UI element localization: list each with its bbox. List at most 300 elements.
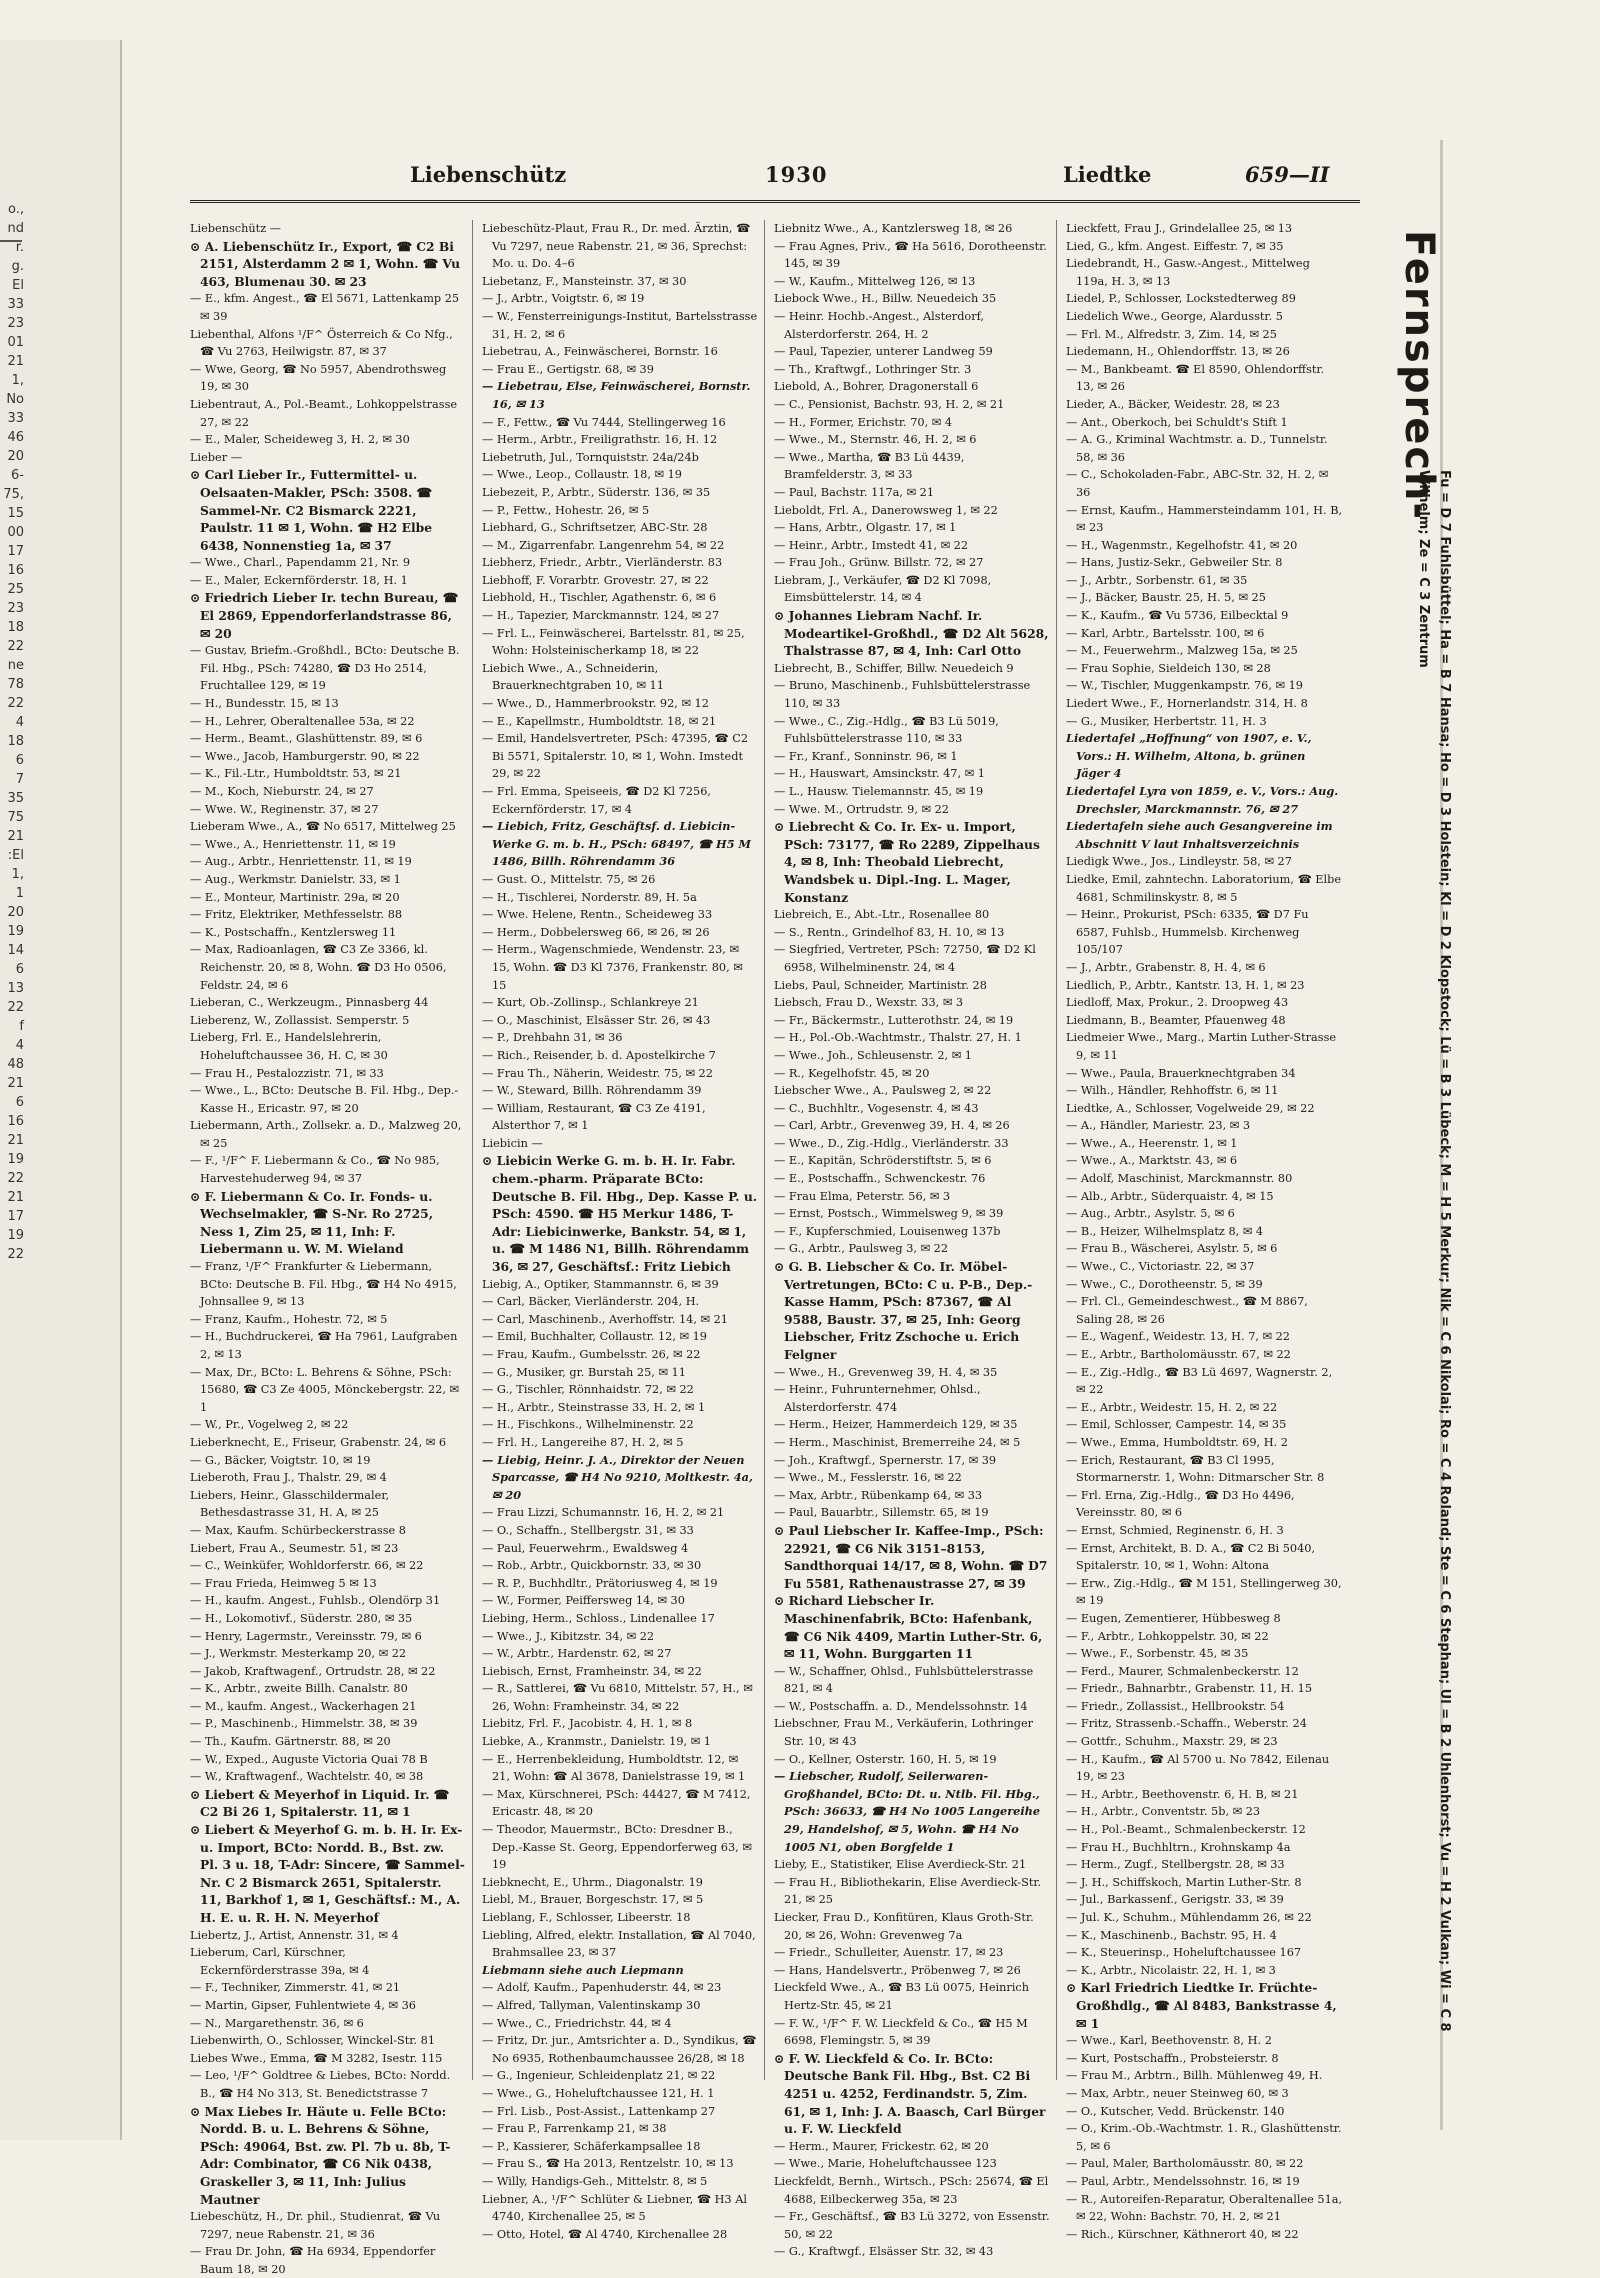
directory-entry: — K., Postschaffn., Kentzlersweg 11: [190, 925, 397, 939]
directory-entry: — Th., Kraftwgf., Lothringer Str. 3: [774, 362, 972, 376]
directory-entry: — Gust. O., Mittelstr. 75, ✉ 26: [482, 872, 656, 886]
facing-page-number: 6: [15, 753, 24, 768]
directory-entry: — F., Techniker, Zimmerstr. 41, ✉ 21: [190, 1981, 401, 1995]
directory-entry: — Wwe., Martha, ☎ B3 Lü 4439, Bramfelderstr. 3, ✉ 33: [774, 450, 965, 482]
directory-entry: — P., Fettw., Hohestr. 26, ✉ 5: [482, 503, 650, 517]
directory-entry: — W., Postschaffn. a. D., Mendelssohnstr. 14: [774, 1699, 1028, 1713]
directory-entry: — Wwe., F., Sorbenstr. 45, ✉ 35: [1066, 1647, 1249, 1661]
directory-entry: — R., Autoreifen-Reparatur, Oberaltenallee 51a, ✉ 22, Wohn: Bachstr. 70, H. 2, ✉ 21: [1066, 2192, 1343, 2224]
directory-entry: — H., Arbtr., Conventstr. 5b, ✉ 23: [1066, 1805, 1261, 1819]
directory-entry: — H., Pol.-Beamt., Schmalenbeckerstr. 12: [1066, 1823, 1306, 1837]
directory-entry: — J., Arbtr., Sorbenstr. 61, ✉ 35: [1066, 573, 1248, 587]
directory-entry: Liebenthal, Alfons ¹/F^ Österreich & Co Nfg., ☎ Vu 2763, Heilwigstr. 87, ✉ 37: [190, 327, 453, 359]
directory-entry: — Wwe., A., Henriettenstr. 11, ✉ 19: [190, 837, 396, 851]
facing-page-number: 7: [15, 772, 24, 787]
directory-entry: — Carl, Bäcker, Vierländerstr. 204, H.: [482, 1295, 700, 1309]
directory-entry: Liebitz, Frl. F., Jacobistr. 4, H. 1, ✉ 8: [482, 1717, 693, 1731]
directory-entry: — Wwe., Paula, Brauerknechtgraben 34: [1066, 1066, 1296, 1080]
directory-entry: — E., Zig.-Hdlg., ☎ B3 Lü 4697, Wagnerstr. 2, ✉ 22: [1066, 1365, 1333, 1397]
directory-entry: — K., Steuerinsp., Hoheluftchaussee 167: [1066, 1946, 1302, 1960]
directory-entry: — Frl. L., Feinwäscherei, Bartelsstr. 81, ✉ 25, Wohn: Holsteinischerkamp 18, ✉ 22: [482, 626, 745, 658]
firm-entry: ⊙ Liebrecht & Co. Ir. Ex- u. Import, PSch: 73177, ☎ Ro 2289, Zippelhaus 4, ✉ 8, Inh: Theobald Liebrecht, Wandsbek u. Dipl.-Ing. L. Mager, Konstanz: [774, 819, 1040, 905]
directory-entry: — Franz, ¹/F^ Frankfurter & Liebermann, BCto: Deutsche B. Fil. Hbg., ☎ H4 No 4915, Johnsallee 9, ✉ 13: [190, 1260, 457, 1309]
directory-entry: — Wwe., M., Fesslerstr. 16, ✉ 22: [774, 1471, 962, 1485]
directory-entry: — Jakob, Kraftwagenf., Ortrudstr. 28, ✉ 22: [190, 1664, 436, 1678]
directory-entry: — M., Koch, Nieburstr. 24, ✉ 27: [190, 785, 374, 798]
directory-entry: — H., Fischkons., Wilhelminenstr. 22: [482, 1418, 694, 1432]
directory-entry: — Gustav, Briefm.-Großhdl., BCto: Deutsche B. Fil. Hbg., PSch: 74280, ☎ D3 Ho 2514, Fruchtallee 129, ✉ 19: [190, 644, 460, 693]
firm-entry: ⊙ Paul Liebscher Ir. Kaffee-Imp., PSch: 22921, ☎ C6 Nik 3151–8153, Sandthorquai 14/17, ✉ 8, Wohn. ☎ D7 Fu 5581, Rathenaustrasse 27, ✉ 39: [774, 1522, 1048, 1591]
directory-entry: — O., Kutscher, Vedd. Brückenstr. 140: [1066, 2104, 1285, 2118]
directory-entry: Liebing, Herm., Schloss., Lindenallee 17: [482, 1611, 715, 1625]
directory-entry: — W., Schaffner, Ohlsd., Fuhlsbüttelerstrasse 821, ✉ 4: [774, 1664, 1034, 1696]
directory-entry: — Hans, Handelsvertr., Pröbenweg 7, ✉ 26: [774, 1963, 1021, 1977]
directory-entry: — Wwe., Jacob, Hamburgerstr. 90, ✉ 22: [190, 749, 420, 763]
directory-entry: — Ferd., Maurer, Schmalenbeckerstr. 12: [1066, 1664, 1299, 1678]
directory-entry: — G., Bäcker, Voigtstr. 10, ✉ 19: [190, 1453, 371, 1467]
firm-entry: ⊙ F. W. Lieckfeld & Co. Ir. BCto: Deutsche Bank Fil. Hbg., Bst. C2 Bi 4251 u. 4252, Ferdinandstr. 5, Zim. 61, ✉ 1, Inh: J. A. Baasch, Carl Bürger u. F. W. Lieckfeld: [774, 2050, 1046, 2137]
directory-entry: — Joh., Kraftwgf., Spernerstr. 17, ✉ 39: [774, 1453, 997, 1467]
directory-entry: — A. G., Kriminal Wachtmstr. a. D., Tunnelstr. 58, ✉ 36: [1066, 433, 1328, 464]
directory-entry: — Paul, Arbtr., Mendelssohnstr. 16, ✉ 19: [1066, 2174, 1300, 2188]
directory-entry: — Frau M., Arbtrn., Billh. Mühlenweg 49, H.: [1066, 2069, 1323, 2083]
facing-page-number: 35: [7, 791, 24, 806]
directory-entry: — Friedr., Schulleiter, Auenstr. 17, ✉ 23: [774, 1946, 1004, 1960]
directory-entry: — E., Herrenbekleidung, Humboldtstr. 12, ✉ 21, Wohn: ☎ Al 3678, Danielstrasse 19, ✉ 1: [482, 1752, 746, 1784]
directory-entry: — F., Arbtr., Lohkoppelstr. 30, ✉ 22: [1066, 1629, 1269, 1643]
firm-entry: ⊙ Richard Liebscher Ir. Maschinenfabrik, BCto: Hafenbank, ☎ C6 Nik 4409, Martin Luther-Str. 6, ✉ 11, Wohn. Burggarten 11: [774, 1593, 1043, 1662]
facing-page-numbers: [0, 200, 24, 1264]
facing-page-number: 25: [7, 582, 24, 597]
directory-entry: — Jul. K., Schuhm., Mühlendamm 26, ✉ 22: [1066, 1911, 1312, 1924]
facing-page-number: 15: [7, 506, 24, 521]
facing-page-number: 33: [7, 297, 24, 312]
directory-entry: — Paul, Maler, Bartholomäusstr. 80, ✉ 22: [1066, 2157, 1304, 2171]
facing-page-number: 20: [7, 449, 24, 464]
telephone-exchange-legend: [1380, 230, 1460, 2130]
facing-page-number: 22: [7, 1000, 24, 1015]
directory-entry: Liebhard, G., Schriftsetzer, ABC-Str. 28: [482, 521, 708, 535]
directory-entry: — G., Musiker, gr. Burstah 25, ✉ 11: [482, 1365, 686, 1379]
directory-entry: — G., Arbtr., Paulsweg 3, ✉ 22: [774, 1242, 949, 1256]
directory-entry: — K., Arbtr., Nicolaistr. 22, H. 1, ✉ 3: [1066, 1963, 1276, 1977]
directory-entry: — E., Monteur, Martinistr. 29a, ✉ 20: [190, 890, 400, 904]
directory-entry: — Max, Radioanlagen, ☎ C3 Ze 3366, kl. Reichenstr. 20, ✉ 8, Wohn. ☎ D3 Ho 0506, Feldstr. 24, ✉ 6: [190, 943, 447, 992]
directory-entry: — Frau H., Pestalozzistr. 71, ✉ 33: [190, 1066, 384, 1080]
directory-entry: — J., Bäcker, Baustr. 25, H. 5, ✉ 25: [1066, 591, 1266, 605]
directory-entry: — H., Tischlerei, Norderstr. 89, H. 5a: [482, 890, 697, 904]
directory-entry: — Wwe., C., Friedrichstr. 44, ✉ 4: [482, 2016, 672, 2030]
directory-column-2: [482, 220, 765, 2241]
directory-entry: — Emil, Schlosser, Campestr. 14, ✉ 35: [1066, 1418, 1287, 1432]
facing-page-number: 4: [15, 715, 24, 730]
facing-page-number: 21: [7, 1133, 24, 1148]
directory-entry: — Aug., Arbtr., Asylstr. 5, ✉ 6: [1066, 1207, 1235, 1221]
header-last-entry: Liedtke: [1063, 162, 1152, 187]
facing-page-number: 16: [7, 563, 24, 578]
directory-entry: — Jul., Barkassenf., Gerigstr. 33, ✉ 39: [1066, 1893, 1284, 1907]
directory-entry: — W., Exped., Auguste Victoria Quai 78 B: [190, 1752, 428, 1766]
directory-entry: — W., Fensterreinigungs-Institut, Bartelsstrasse 31, H. 2, ✉ 6: [482, 309, 758, 341]
facing-page-edge: [0, 40, 122, 2140]
facing-page-number: 1,: [11, 373, 24, 388]
directory-entry: — E., Maler, Scheideweg 3, H. 2, ✉ 30: [190, 433, 410, 447]
directory-entry: — A., Händler, Mariestr. 23, ✉ 3: [1066, 1119, 1251, 1133]
directory-entry: — F., ¹/F^ F. Liebermann & Co., ☎ No 985, Harvestehuderweg 94, ✉ 37: [190, 1154, 440, 1186]
directory-entry: — G., Ingenieur, Schleidenplatz 21, ✉ 22: [482, 2069, 716, 2083]
facing-page-number: 6-: [11, 468, 24, 483]
directory-entry: — Wwe., L., BCto: Deutsche B. Fil. Hbg., Dep.-Kasse H., Ericastr. 97, ✉ 20: [190, 1084, 459, 1115]
directory-entry: Liebeschütz-Plaut, Frau R., Dr. med. Ärztin, ☎ Vu 7297, neue Rabenstr. 21, ✉ 36, Sprechst: Mo. u. Do. 4–6: [482, 222, 751, 271]
directory-entry: Liebetruth, Jul., Tornquiststr. 24a/24b: [482, 450, 699, 464]
facing-page-number: 21: [7, 354, 24, 369]
directory-column-1: [190, 220, 473, 2276]
directory-entry: Lieberoth, Frau J., Thalstr. 29, ✉ 4: [190, 1471, 387, 1485]
directory-entry: — P., Drehbahn 31, ✉ 36: [482, 1031, 623, 1045]
directory-entry: Liebnitz Wwe., A., Kantzlersweg 18, ✉ 26: [774, 222, 1013, 235]
directory-entry: — Ernst, Postsch., Wimmelsweg 9, ✉ 39: [774, 1207, 1004, 1221]
legend-text: Fu = D 7 Fuhlsbüttel; Ha = B 7 Hansa; Ho = D 3 Holstein; Kl = D 2 Klopstock; Lü = B 3 Lübeck; M = H 5 Merkur; Nik = C 6 Nikolai; Ro = C 4 Roland; Ste = C 6 Stephan; Ul = B 2 Uhlenhorst; Vu = H 2 Vulkan; Wi = C 8 Wilhelm; Ze = C 3 Zentrum: [1416, 470, 1452, 2032]
directory-entry: — Erich, Restaurant, ☎ B3 Cl 1995, Stormarnerstr. 1, Wohn: Ditmarscher Str. 8: [1066, 1453, 1325, 1485]
directory-entry: — Fr., Kranf., Sonninstr. 96, ✉ 1: [774, 749, 958, 763]
directory-entry: — William, Restaurant, ☎ C3 Ze 4191, Alsterthor 7, ✉ 1: [482, 1101, 706, 1133]
facing-page-number: 21: [7, 829, 24, 844]
directory-entry: Liebenwirth, O., Schlosser, Winckel-Str. 81: [190, 2034, 436, 2048]
directory-entry: — Wilh., Händler, Rehhoffstr. 6, ✉ 11: [1066, 1084, 1279, 1098]
directory-entry: — C., Pensionist, Bachstr. 93, H. 2, ✉ 21: [774, 397, 1005, 411]
directory-entry: — W., Tischler, Muggenkampstr. 76, ✉ 19: [1066, 679, 1303, 693]
directory-entry: — Th., Kaufm. Gärtnerstr. 88, ✉ 20: [190, 1735, 391, 1749]
directory-entry: — Adolf, Maschinist, Marckmannstr. 80: [1066, 1172, 1293, 1186]
directory-entry: — J., Werkmstr. Mesterkamp 20, ✉ 22: [190, 1647, 407, 1661]
directory-entry: — Henry, Lagermstr., Vereinsstr. 79, ✉ 6: [190, 1629, 422, 1643]
directory-entry: — Bruno, Maschinenb., Fuhlsbüttelerstrasse 110, ✉ 33: [774, 679, 1031, 711]
directory-entry: — Wwe., A., Heerenstr. 1, ✉ 1: [1066, 1136, 1238, 1150]
directory-entry: Liedelich Wwe., George, Alardusstr. 5: [1066, 309, 1283, 323]
firm-entry: ⊙ Karl Friedrich Liedtke Ir. Früchte-Großhdlg., ☎ Al 8483, Bankstrasse 4, ✉ 1: [1066, 1980, 1337, 2031]
facing-page-number: 00: [7, 525, 24, 540]
facing-page-number: No: [6, 392, 24, 407]
directory-entry: — Frl. Lisb., Post-Assist., Lattenkamp 27: [482, 2104, 716, 2118]
directory-entry: — Frl. Cl., Gemeindeschwest., ☎ M 8867, Saling 28, ✉ 26: [1066, 1295, 1308, 1326]
directory-entry: Liebherz, Friedr., Arbtr., Vierländerstr. 83: [482, 556, 723, 570]
facing-page-number: 17: [7, 544, 24, 559]
directory-entry: — C., Schokoladen-Fabr., ABC-Str. 32, H. 2, ✉ 36: [1066, 468, 1329, 499]
directory-entry: Liedebrandt, H., Gasw.-Angest., Mittelweg 119a, H. 3, ✉ 13: [1066, 257, 1310, 288]
directory-entry: — Heinr., Arbtr., Imstedt 41, ✉ 22: [774, 538, 969, 552]
header-year: 1930: [765, 162, 828, 187]
directory-entry: — Adolf, Kaufm., Papenhuderstr. 44, ✉ 23: [482, 1981, 722, 1995]
facing-page-number: 33: [7, 411, 24, 426]
directory-entry: — E., Kapitän, Schröderstiftstr. 5, ✉ 6: [774, 1154, 992, 1168]
directory-entry: — O., Kellner, Osterstr. 160, H. 5, ✉ 19: [774, 1752, 997, 1766]
directory-entry: — N., Margarethenstr. 36, ✉ 6: [190, 2016, 364, 2030]
directory-entry: Liebig, A., Optiker, Stammannstr. 6, ✉ 39: [482, 1277, 719, 1291]
directory-entry: — H., Lokomotivf., Süderstr. 280, ✉ 35: [190, 1611, 413, 1625]
directory-entry: — Max, Dr., BCto: L. Behrens & Söhne, PSch: 15680, ☎ C3 Ze 4005, Mönckebergstr. 22, ✉ 1: [190, 1365, 460, 1414]
directory-entry: Liebhoff, F. Vorarbtr. Grovestr. 27, ✉ 22: [482, 573, 709, 587]
directory-entry: — K., Fil.-Ltr., Humboldtstr. 53, ✉ 21: [190, 767, 402, 781]
directory-entry: Lieby, E., Statistiker, Elise Averdieck-Str. 21: [774, 1858, 1027, 1872]
directory-page: [190, 150, 1430, 2276]
directory-entry: — Ernst, Kaufm., Hammersteindamm 101, H. B, ✉ 23: [1066, 503, 1343, 535]
directory-entry: — Herm., Wagenschmiede, Wendenstr. 23, ✉ 15, Wohn. ☎ D3 Kl 7376, Frankenstr. 80, ✉ 15: [482, 943, 743, 992]
directory-entry: — Wwe., C., Victoriastr. 22, ✉ 37: [1066, 1260, 1255, 1274]
facing-page-number: :El: [7, 848, 24, 863]
directory-entry: Lieberum, Carl, Kürschner, Eckernförderstrasse 39a, ✉ 4: [190, 1946, 370, 1977]
directory-entry: Liebhold, H., Tischler, Agathenstr. 6, ✉ 6: [482, 591, 717, 605]
directory-entry: — Frau Elma, Peterstr. 56, ✉ 3: [774, 1189, 951, 1203]
directory-entry: Lieboldt, Frl. A., Danerowsweg 1, ✉ 22: [774, 503, 998, 517]
directory-entry: — Frau E., Gertigstr. 68, ✉ 39: [482, 362, 654, 376]
directory-entry: — Wwe., C., Dorotheenstr. 5, ✉ 39: [1066, 1277, 1263, 1291]
directory-entry: — Frl. M., Alfredstr. 3, Zim. 14, ✉ 25: [1066, 327, 1277, 341]
directory-entry: — W., Kraftwagenf., Wachtelstr. 40, ✉ 38: [190, 1770, 424, 1784]
directory-entry: Liebetanz, F., Mansteinstr. 37, ✉ 30: [482, 274, 687, 288]
directory-entry: — Aug., Arbtr., Henriettenstr. 11, ✉ 19: [190, 855, 412, 869]
directory-entry: — Liebetrau, Else, Feinwäscherei, Bornstr. 16, ✉ 13: [482, 379, 751, 411]
directory-entry: — Rich., Reisender, b. d. Apostelkirche 7: [482, 1048, 716, 1062]
directory-entry: — Siegfried, Vertreter, PSch: 72750, ☎ D2 Kl 6958, Wilhelminenstr. 24, ✉ 4: [774, 943, 1036, 974]
directory-entry: — Paul, Bauarbtr., Sillemstr. 65, ✉ 19: [774, 1506, 989, 1520]
firm-entry: ⊙ A. Liebenschütz Ir., Export, ☎ C2 Bi 2151, Alsterdamm 2 ✉ 1, Wohn. ☎ Vu 463, Blumenau 30. ✉ 23: [190, 238, 461, 289]
directory-entry: — Heinr., Prokurist, PSch: 6335, ☎ D7 Fu 6587, Fuhlsb., Hummelsb. Kirchenweg 105/107: [1066, 908, 1309, 957]
directory-entry: — G., Tischler, Rönnhaidstr. 72, ✉ 22: [482, 1383, 694, 1397]
directory-entry: — Frau Th., Näherin, Weidestr. 75, ✉ 22: [482, 1066, 713, 1080]
directory-entry: — Wwe., Charl., Papendamm 21, Nr. 9: [190, 556, 411, 570]
facing-page-number: 22: [7, 1247, 24, 1262]
directory-entry: — E., kfm. Angest., ☎ El 5671, Lattenkamp 25 ✉ 39: [190, 292, 460, 323]
directory-entry: — Wwe. Helene, Rentn., Scheideweg 33: [482, 908, 713, 922]
directory-entry: — W., Former, Peiffersweg 14, ✉ 30: [482, 1594, 685, 1608]
facing-page-number: 75: [7, 810, 24, 825]
directory-entry: Liebetrau, A., Feinwäscherei, Bornstr. 16: [482, 345, 718, 359]
directory-entry: — Max, Kaufm. Schürbeckerstrasse 8: [190, 1523, 406, 1537]
directory-entry: — Paul, Feuerwehrm., Ewaldsweg 4: [482, 1541, 689, 1555]
facing-page-number: 22: [7, 696, 24, 711]
directory-entry: — H., Tapezier, Marckmannstr. 124, ✉ 27: [482, 609, 720, 623]
facing-page-number: 21: [7, 1190, 24, 1205]
facing-page-number: 23: [7, 316, 24, 331]
directory-entry: — Wwe., Karl, Beethovenstr. 8, H. 2: [1066, 2034, 1272, 2048]
directory-entry: Liedigk Wwe., Jos., Lindleystr. 58, ✉ 27: [1066, 855, 1292, 869]
directory-entry: Liebmann siehe auch Liepmann: [482, 1962, 684, 1977]
directory-entry: — M., Bankbeamt. ☎ El 8590, Ohlendorffstr. 13, ✉ 26: [1066, 362, 1325, 394]
facing-page-number: 48: [7, 1057, 24, 1072]
facing-page-number: 6: [15, 1095, 24, 1110]
directory-entry: — Kurt, Ob.-Zollinsp., Schlankreye 21: [482, 996, 699, 1010]
directory-entry: Liebenschütz —: [190, 222, 282, 235]
directory-entry: — H., Pol.-Ob.-Wachtmstr., Thalstr. 27, H. 1: [774, 1031, 1022, 1045]
firm-entry: ⊙ Liebicin Werke G. m. b. H. Ir. Fabr. chem.-pharm. Präparate BCto: Deutsche B. Fil. Hbg., Dep. Kasse P. u. PSch: 4590. ☎ H5 Merkur 1486, T-Adr: Liebicinwerke, Bankstr. 54, ✉ 1, u. ☎ M 1486 N1, Billh. Röhrendamm 36, ✉ 27, Geschäftsf.: Fritz Liebich: [482, 1153, 758, 1275]
directory-entry: — Max, Arbtr., neuer Steinweg 60, ✉ 3: [1066, 2086, 1289, 2100]
facing-page-number: f: [19, 1019, 24, 1034]
directory-entry: Liedel, P., Schlosser, Lockstedterweg 89: [1066, 292, 1296, 306]
firm-entry: ⊙ G. B. Liebscher & Co. Ir. Möbel-Vertretungen, BCto: C u. P-B., Dep.-Kasse Hamm, PSch: 87367, ☎ Al 9588, Baustr. 37, ✉ 25, Inh: Georg Liebscher, Fritz Zschoche u. Erich Felgner: [774, 1259, 1033, 1362]
directory-entry: Liebram, J., Verkäufer, ☎ D2 Kl 7098, Eimsbüttelerstr. 14, ✉ 4: [774, 573, 992, 605]
directory-entry: — E., Arbtr., Bartholomäusstr. 67, ✉ 22: [1066, 1348, 1291, 1361]
directory-entry: — Leo, ¹/F^ Goldtree & Liebes, BCto: Nordd. B., ☎ H4 No 313, St. Benedictstrasse 7: [190, 2069, 451, 2100]
firm-entry: ⊙ Carl Lieber Ir., Futtermittel- u. Oelsaaten-Makler, PSch: 3508. ☎ Sammel-Nr. C2 Bismarck 2221, Paulstr. 11 ✉ 1, Wohn. ☎ H2 Elbe 6438, Nonnenstieg 1a, ✉ 37: [190, 467, 433, 553]
directory-entry: — Fr., Geschäftsf., ☎ B3 Lü 3272, von Essenstr. 50, ✉ 22: [774, 2210, 1050, 2241]
directory-entry: — Frau Frieda, Heimweg 5 ✉ 13: [190, 1576, 377, 1590]
directory-entry: — R., Sattlerei, ☎ Vu 6810, Mittelstr. 57, H., ✉ 26, Wohn: Framheinstr. 34, ✉ 22: [482, 1682, 753, 1713]
directory-entry: Liebreich, E., Abt.-Ltr., Rosenallee 80: [774, 908, 990, 922]
directory-entry: — Wwe., M., Sternstr. 46, H. 2, ✉ 6: [774, 433, 977, 447]
directory-entry: — Ant., Oberkoch, bei Schuldt's Stift 1: [1066, 415, 1288, 429]
directory-entry: — Wwe., Emma, Humboldtstr. 69, H. 2: [1066, 1435, 1288, 1449]
directory-entry: — Wwe. M., Ortrudstr. 9, ✉ 22: [774, 802, 949, 816]
facing-page-number: 14: [7, 943, 24, 958]
directory-column-3: [774, 220, 1057, 2259]
directory-entry: Liedert Wwe., F., Hornerlandstr. 314, H. 8: [1066, 697, 1308, 711]
directory-entry: — Liebig, Heinr. J. A., Direktor der Neuen Sparcasse, ☎ H4 No 9210, Moltkestr. 4a, ✉ 20: [482, 1452, 753, 1502]
facing-page-number: 22: [7, 1171, 24, 1186]
directory-entry: — Wwe., C., Zig.-Hdlg., ☎ B3 Lü 5019, Fuhlsbüttelerstrasse 110, ✉ 33: [774, 714, 999, 746]
facing-page-number: 46: [7, 430, 24, 445]
directory-entry: — M., Zigarrenfabr. Langenrehm 54, ✉ 22: [482, 538, 725, 552]
directory-entry: — O., Schaffn., Stellbergstr. 31, ✉ 33: [482, 1523, 694, 1537]
directory-entry: Liebisch, Ernst, Framheinstr. 34, ✉ 22: [482, 1664, 702, 1678]
directory-entry: Lieckfeldt, Bernh., Wirtsch., PSch: 25674, ☎ El 4688, Eilbeckerweg 35a, ✉ 23: [774, 2174, 1049, 2206]
facing-page-number: nd: [7, 221, 24, 236]
directory-entry: — Frau Joh., Grünw. Billstr. 72, ✉ 27: [774, 556, 984, 570]
directory-entry: — E., Maler, Eckernförderstr. 18, H. 1: [190, 573, 408, 587]
directory-entry: — Wwe., D., Hammerbrookstr. 92, ✉ 12: [482, 697, 709, 711]
directory-entry: Liedertafel „Hoffnung“ von 1907, e. V., Vors.: H. Wilhelm, Altona, b. grünen Jäger 4: [1066, 731, 1312, 781]
facing-page-number: 22: [7, 639, 24, 654]
directory-entry: Liedmeier Wwe., Marg., Martin Luther-Strasse 9, ✉ 11: [1066, 1031, 1337, 1062]
directory-entry: — H., Arbtr., Beethovenstr. 6, H. B, ✉ 21: [1066, 1787, 1299, 1801]
firm-entry: ⊙ Max Liebes Ir. Häute u. Felle BCto: Nordd. B. u. L. Behrens & Söhne, PSch: 49064, Bst. zw. Pl. 7b u. 8b, T-Adr: Combinator, ☎ C6 Nik 0438, Graskeller 3, ✉ 11, Inh: Julius Mautner: [190, 2103, 451, 2207]
directory-entry: — Karl, Arbtr., Bartelsstr. 100, ✉ 6: [1066, 626, 1265, 640]
directory-entry: Liedlich, P., Arbtr., Kantstr. 13, H. 1, ✉ 23: [1066, 978, 1305, 992]
directory-entry: — M., kaufm. Angest., Wackerhagen 21: [190, 1699, 417, 1713]
directory-entry: — H., Kaufm., ☎ Al 5700 u. No 7842, Eilenau 19, ✉ 23: [1066, 1752, 1330, 1784]
directory-entry: Liebs, Paul, Schneider, Martinistr. 28: [774, 978, 987, 992]
directory-entry: Liecker, Frau D., Konfitüren, Klaus Groth-Str. 20, ✉ 26, Wohn: Grevenweg 7a: [774, 1911, 1034, 1942]
directory-entry: — G., Musiker, Herbertstr. 11, H. 3: [1066, 714, 1267, 728]
facing-page-number: 1: [15, 886, 24, 901]
directory-entry: — Wwe. W., Reginenstr. 37, ✉ 27: [190, 802, 379, 816]
directory-entry: — Frau P., Farrenkamp 21, ✉ 38: [482, 2122, 667, 2136]
directory-entry: — Rich., Kürschner, Käthnerort 40, ✉ 22: [1066, 2227, 1299, 2241]
directory-entry: — Heinr. Hochb.-Angest., Alsterdorf, Alsterdorferstr. 264, H. 2: [774, 309, 985, 341]
directory-entry: Liebeschütz, H., Dr. phil., Studienrat, ☎ Vu 7297, neue Rabenstr. 21, ✉ 36: [190, 2210, 441, 2241]
directory-entry: — Alfred, Tallyman, Valentinskamp 30: [482, 1998, 701, 2012]
directory-entry: — Eugen, Zementierer, Hübbesweg 8: [1066, 1611, 1281, 1625]
facing-page-number: 1,: [11, 867, 24, 882]
directory-entry: Lieberg, Frl. E., Handelslehrerin, Hoheluftchaussee 36, H. C, ✉ 30: [190, 1031, 388, 1062]
directory-entry: Lieblang, F., Schlosser, Libeerstr. 18: [482, 1911, 691, 1924]
directory-entry: — Liebich, Fritz, Geschäftsf. d. Liebicin-Werke G. m. b. H., PSch: 68497, ☎ H5 M 1486, Billh. Röhrendamm 36: [482, 819, 752, 869]
directory-entry: — Frau Agnes, Priv., ☎ Ha 5616, Dorotheenstr. 145, ✉ 39: [774, 239, 1047, 271]
directory-entry: Liebscher Wwe., A., Paulsweg 2, ✉ 22: [774, 1084, 992, 1098]
directory-entry: — H., Bundesstr. 15, ✉ 13: [190, 697, 339, 711]
directory-entry: — P., Maschinenb., Himmelstr. 38, ✉ 39: [190, 1717, 418, 1731]
directory-entry: — Friedr., Zollassist., Hellbrookstr. 54: [1066, 1699, 1285, 1713]
directory-entry: — H., kaufm. Angest., Fuhlsb., Olendörp 31: [190, 1594, 441, 1608]
directory-entry: — Frau B., Wäscherei, Asylstr. 5, ✉ 6: [1066, 1242, 1278, 1256]
directory-entry: — H., Former, Erichstr. 70, ✉ 4: [774, 415, 953, 429]
facing-page-number: g.: [11, 259, 24, 274]
directory-entry: — W., Arbtr., Hardenstr. 62, ✉ 27: [482, 1647, 672, 1661]
directory-entry: — Wwe., D., Zig.-Hdlg., Vierländerstr. 33: [774, 1136, 1009, 1150]
directory-entry: Liedemann, H., Ohlendorffstr. 13, ✉ 26: [1066, 345, 1290, 359]
directory-entry: — Friedr., Bahnarbtr., Grabenstr. 11, H. 15: [1066, 1682, 1313, 1696]
firm-entry: ⊙ Johannes Liebram Nachf. Ir. Modeartikel-Großhdl., ☎ D2 Alt 5628, Thalstrasse 87, ✉ 4, Inh: Carl Otto: [774, 608, 1049, 659]
directory-entry: — E., Wagenf., Weidestr. 13, H. 7, ✉ 22: [1066, 1330, 1290, 1344]
directory-entry: Liedloff, Max, Prokur., 2. Droopweg 43: [1066, 996, 1289, 1010]
directory-entry: — Fritz, Dr. jur., Amtsrichter a. D., Syndikus, ☎ No 6935, Rothenbaumchaussee 26/28, ✉ 18: [482, 2034, 757, 2065]
directory-entry: Liebezeit, P., Arbtr., Süderstr. 136, ✉ 35: [482, 485, 711, 499]
directory-entry: Liebrecht, B., Schiffer, Billw. Neuedeich 9: [774, 661, 1014, 675]
directory-entry: — Ernst, Schmied, Reginenstr. 6, H. 3: [1066, 1523, 1284, 1537]
directory-entry: — Wwe., A., Marktstr. 43, ✉ 6: [1066, 1154, 1238, 1168]
facing-page-number: 19: [7, 1228, 24, 1243]
directory-entry: Liebermann, Arth., Zollsekr. a. D., Malzweg 20, ✉ 25: [190, 1119, 462, 1150]
directory-entry: — Herm., Maschinist, Bremerreihe 24, ✉ 5: [774, 1435, 1021, 1449]
directory-entry: — Paul, Tapezier, unterer Landweg 59: [774, 345, 993, 359]
directory-entry: — H., Buchdruckerei, ☎ Ha 7961, Laufgraben 2, ✉ 13: [190, 1330, 458, 1361]
directory-entry: Liedertafel Lyra von 1859, e. V., Vors.: Aug. Drechsler, Marckmannstr. 76, ✉ 27: [1066, 784, 1339, 816]
directory-entry: — W., Pr., Vogelweg 2, ✉ 22: [190, 1418, 349, 1432]
directory-entry: — Paul, Bachstr. 117a, ✉ 21: [774, 485, 935, 499]
directory-entry: — Frau, Kaufm., Gumbelsstr. 26, ✉ 22: [482, 1348, 701, 1361]
directory-entry: — Kurt, Postschaffn., Probsteierstr. 8: [1066, 2051, 1279, 2065]
directory-entry: — O., Maschinist, Elsässer Str. 26, ✉ 43: [482, 1013, 711, 1027]
directory-entry: Liebling, Alfred, elektr. Installation, ☎ Al 7040, Brahmsallee 23, ✉ 37: [482, 1928, 756, 1960]
directory-entry: Lieberknecht, E., Friseur, Grabenstr. 24, ✉ 6: [190, 1435, 447, 1449]
header-first-entry: Liebenschütz: [410, 162, 567, 187]
firm-entry: ⊙ F. Liebermann & Co. Ir. Fonds- u. Wechselmakler, ☎ S-Nr. Ro 2725, Ness 1, Zim 25, ✉ 11, Inh: F. Liebermann u. W. M. Wieland: [190, 1188, 434, 1257]
directory-column-4: [1066, 220, 1349, 2241]
directory-entry: — K., Kaufm., ☎ Vu 5736, Eilbecktal 9: [1066, 609, 1289, 623]
directory-entry: — P., Kassierer, Schäferkampsallee 18: [482, 2139, 701, 2153]
directory-entry: Liebich Wwe., A., Schneiderin, Brauerknechtgraben 10, ✉ 11: [482, 661, 664, 693]
directory-entry: Liebschner, Frau M., Verkäuferin, Lothringer Str. 10, ✉ 43: [774, 1717, 1034, 1749]
facing-page-number: r.: [15, 240, 24, 255]
directory-entry: — Herm., Heizer, Hammerdeich 129, ✉ 35: [774, 1418, 1018, 1432]
directory-entry: Liedertafeln siehe auch Gesangvereine im Abschnitt V laut Inhaltsverzeichnis: [1066, 819, 1333, 851]
directory-entry: Lieberam Wwe., A., ☎ No 6517, Mittelweg 25: [190, 820, 456, 834]
page-number: 659—II: [1245, 162, 1330, 187]
directory-entry: Lieberenz, W., Zollassist. Semperstr. 5: [190, 1013, 410, 1027]
directory-entry: — R., Kegelhofstr. 45, ✉ 20: [774, 1066, 930, 1080]
facing-page-number: 16: [7, 1114, 24, 1129]
facing-page-number: 78: [7, 677, 24, 692]
directory-entry: Liebicin —: [482, 1136, 543, 1150]
directory-entry: — Erw., Zig.-Hdlg., ☎ M 151, Stellingerweg 30, ✉ 19: [1066, 1576, 1342, 1608]
directory-entry: — Franz, Kaufm., Hohestr. 72, ✉ 5: [190, 1312, 388, 1326]
directory-entry: — F., Kupferschmied, Louisenweg 137b: [774, 1224, 1001, 1238]
directory-entry: Lieberan, C., Werkzeugm., Pinnasberg 44: [190, 996, 429, 1010]
directory-entry: — F., Fettw., ☎ Vu 7444, Stellingerweg 16: [482, 415, 726, 429]
directory-entry: — H., Lehrer, Oberaltenallee 53a, ✉ 22: [190, 714, 415, 728]
directory-entry: — Fritz, Strassenb.-Schaffn., Weberstr. 24: [1066, 1717, 1307, 1731]
directory-entry: — Wwe., G., Hoheluftchaussee 121, H. 1: [482, 2086, 715, 2100]
directory-entry: — Fritz, Elektriker, Methfesselstr. 88: [190, 908, 403, 922]
directory-entry: — H., Hauswart, Amsinckstr. 47, ✉ 1: [774, 767, 985, 781]
directory-entry: — Herm., Arbtr., Freiligrathstr. 16, H. 12: [482, 433, 718, 447]
directory-entry: — Gottfr., Schuhm., Maxstr. 29, ✉ 23: [1066, 1735, 1278, 1749]
facing-page-number: ne: [7, 658, 24, 673]
facing-page-number: 20: [7, 905, 24, 920]
directory-entry: — Heinr., Fuhrunternehmer, Ohlsd., Alsterdorferstr. 474: [774, 1383, 981, 1414]
facing-page-number: 23: [7, 601, 24, 616]
directory-entry: — Frau H., Bibliothekarin, Elise Averdieck-Str. 21, ✉ 25: [774, 1875, 1042, 1907]
directory-entry: Liebes Wwe., Emma, ☎ M 3282, Isestr. 115: [190, 2051, 443, 2065]
